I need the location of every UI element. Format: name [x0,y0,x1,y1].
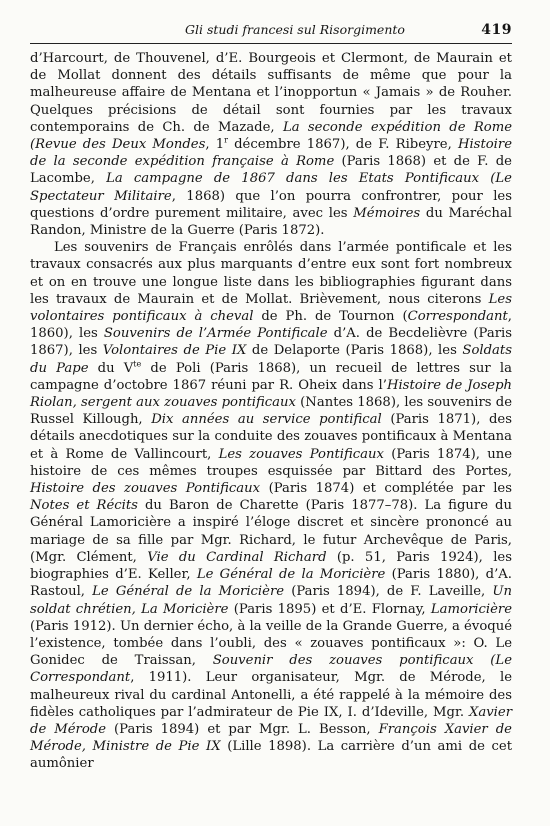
italic-text: Le Général de la Moricière [196,567,386,583]
superscript-text: te [133,359,142,369]
header-rule [30,43,512,44]
text-run: du Baron de Charette (Paris 1877–78). La figure du Général Lamoricière a inspiré l’éloge discret et sincère prononcé au mariage de sa fille par Mgr. Richard, le futur Archevêque de Paris, (Mgr. Clément, [30,498,512,565]
italic-text: Souvenir des zouaves pontificaux (Le Correspondant [30,653,512,686]
body-text [30,50,512,773]
italic-text: François Xavier de Mérode, Ministre de Pie IX [30,721,512,755]
italic-text: Correspondant [407,309,508,325]
italic-text: Histoire des zouaves Pontificaux [30,481,261,497]
italic-text: Les zouaves Pontificaux [218,446,384,462]
page-number: 419 [481,22,512,38]
text-run: du V [88,360,134,376]
text-run: (Paris 1895) et d’E. Flornay, [228,601,431,617]
text-run: (Nantes 1868), les souvenirs de Russel Killough, [30,395,513,428]
text-run: , 1868) que l’on pourra confrontrer, pour les questions d’ordre purement militaire, avec les [30,188,512,221]
text-run: (p. 51, Paris 1924), les biographies d’E. Keller, [30,549,512,583]
italic-text: Soldats du Pape [30,343,512,376]
italic-text: Vie du Cardinal Richard [147,549,327,565]
text-run: (Paris 1868) et de F. de Lacombe, [30,154,512,187]
italic-text: Dix années au service pontifical [151,412,382,428]
italic-text: Notes et Récits [30,498,138,514]
text-run: d’A. de Becdelièvre (Paris 1867), les [30,326,512,359]
italic-text: Les volontaires pontificaux à cheval [30,291,512,325]
italic-text: Volontaires de Pie IX [102,343,247,359]
text-run: du Maréchal Randon, Ministre de la Guerre (Paris 1872). [30,205,512,239]
text-run: de Delaporte (Paris 1868), les [246,343,463,359]
text-run: (Paris 1894), de F. Laveille, [284,584,493,600]
text-run: , 1911). Leur organisateur, Mgr. de Mérode, le malheureux rival du cardinal Antonelli, a été rappelé à la mémoire des fidèles catholiques par l’admirateur de Pie IX, I. d’Ideville, Mgr. [30,670,512,720]
superscript-text: r [224,135,228,145]
italic-text: Lamoricière [430,601,512,617]
italic-text: Le Général de la Moricière [92,584,285,600]
text-run: d’Harcourt, de Thouvenel, d’E. Bourgeois et Clermont, de Maurain et de Mollat donnent des détails suffisants de même que pour la malheureuse affaire de Mentana et l’inopportun « Jamais » de Rouher. Quelques précisions de détail sont fournies par les travaux contemporains de Ch. de Mazade, [30,51,512,135]
text-run: (Paris 1874), une histoire de ces mêmes troupes esquissée par Bittard des Portes, [30,446,512,479]
running-title: Gli studi francesi sul Risorgimento [185,22,405,37]
text-run: décembre 1867), de F. Ribeyre, [227,137,458,153]
text-run: (Paris 1912). Un dernier écho, à la veille de la Grande Guerre, a évoqué l’existence, tombée dans l’oubli, des « zouaves pontificaux »: O. Le Gonidec de Traissan, [30,618,512,669]
running-header [30,22,512,38]
text-run: (Paris 1880), d’A. Rastoul, [30,567,512,600]
italic-text: Histoire de Joseph Riolan, sergent aux zouaves pontificaux [30,377,512,411]
italic-text: Un soldat chrétien, La Moricière [30,584,512,617]
paragraph [30,50,512,239]
text-run: (Lille 1898). La carrière d’un ami de cet aumônier [30,739,512,772]
text-run: , 1860), les [30,309,512,342]
text-run: (Paris 1874) et complétée par les [260,481,513,497]
text-run: (Paris 1871), des détails anecdotiques sur la conduite des zouaves pontificaux à Mentana et à Rome de Vallincourt, [30,412,512,462]
paragraph [30,239,512,772]
text-run: de Poli (Paris 1868), un recueil de lettres sur la campagne d’octobre 1867 réuni par R. Oheix dans l’ [30,360,512,393]
text-run: de Ph. de Tournon ( [253,309,408,325]
text-run: (Paris 1894) et par Mgr. L. Besson, [106,721,379,737]
italic-text: Mémoires [353,205,421,221]
italic-text: Souvenirs de l’Armée Pontificale [103,326,328,342]
italic-text: Xavier de Mérode [30,704,512,737]
text-run: Les souvenirs de Français enrôlés dans l’armée pontificale et les travaux consacrés aux plus marquants d’entre eux sont fort nombreux et on en trouve une longue liste dans les bibliographies figurant dans les travaux de Maurain et de Mollat. Brièvement, nous citerons [30,240,512,307]
italic-text: Histoire de la seconde expédition française à Rome [30,137,513,170]
text-run: , 1 [205,137,225,153]
italic-text: La seconde expédition de Rome (Revue des Deux Mondes [30,119,512,153]
italic-text: La campagne de 1867 dans les Etats Pontificaux (Le Spectateur Militaire [30,171,512,204]
